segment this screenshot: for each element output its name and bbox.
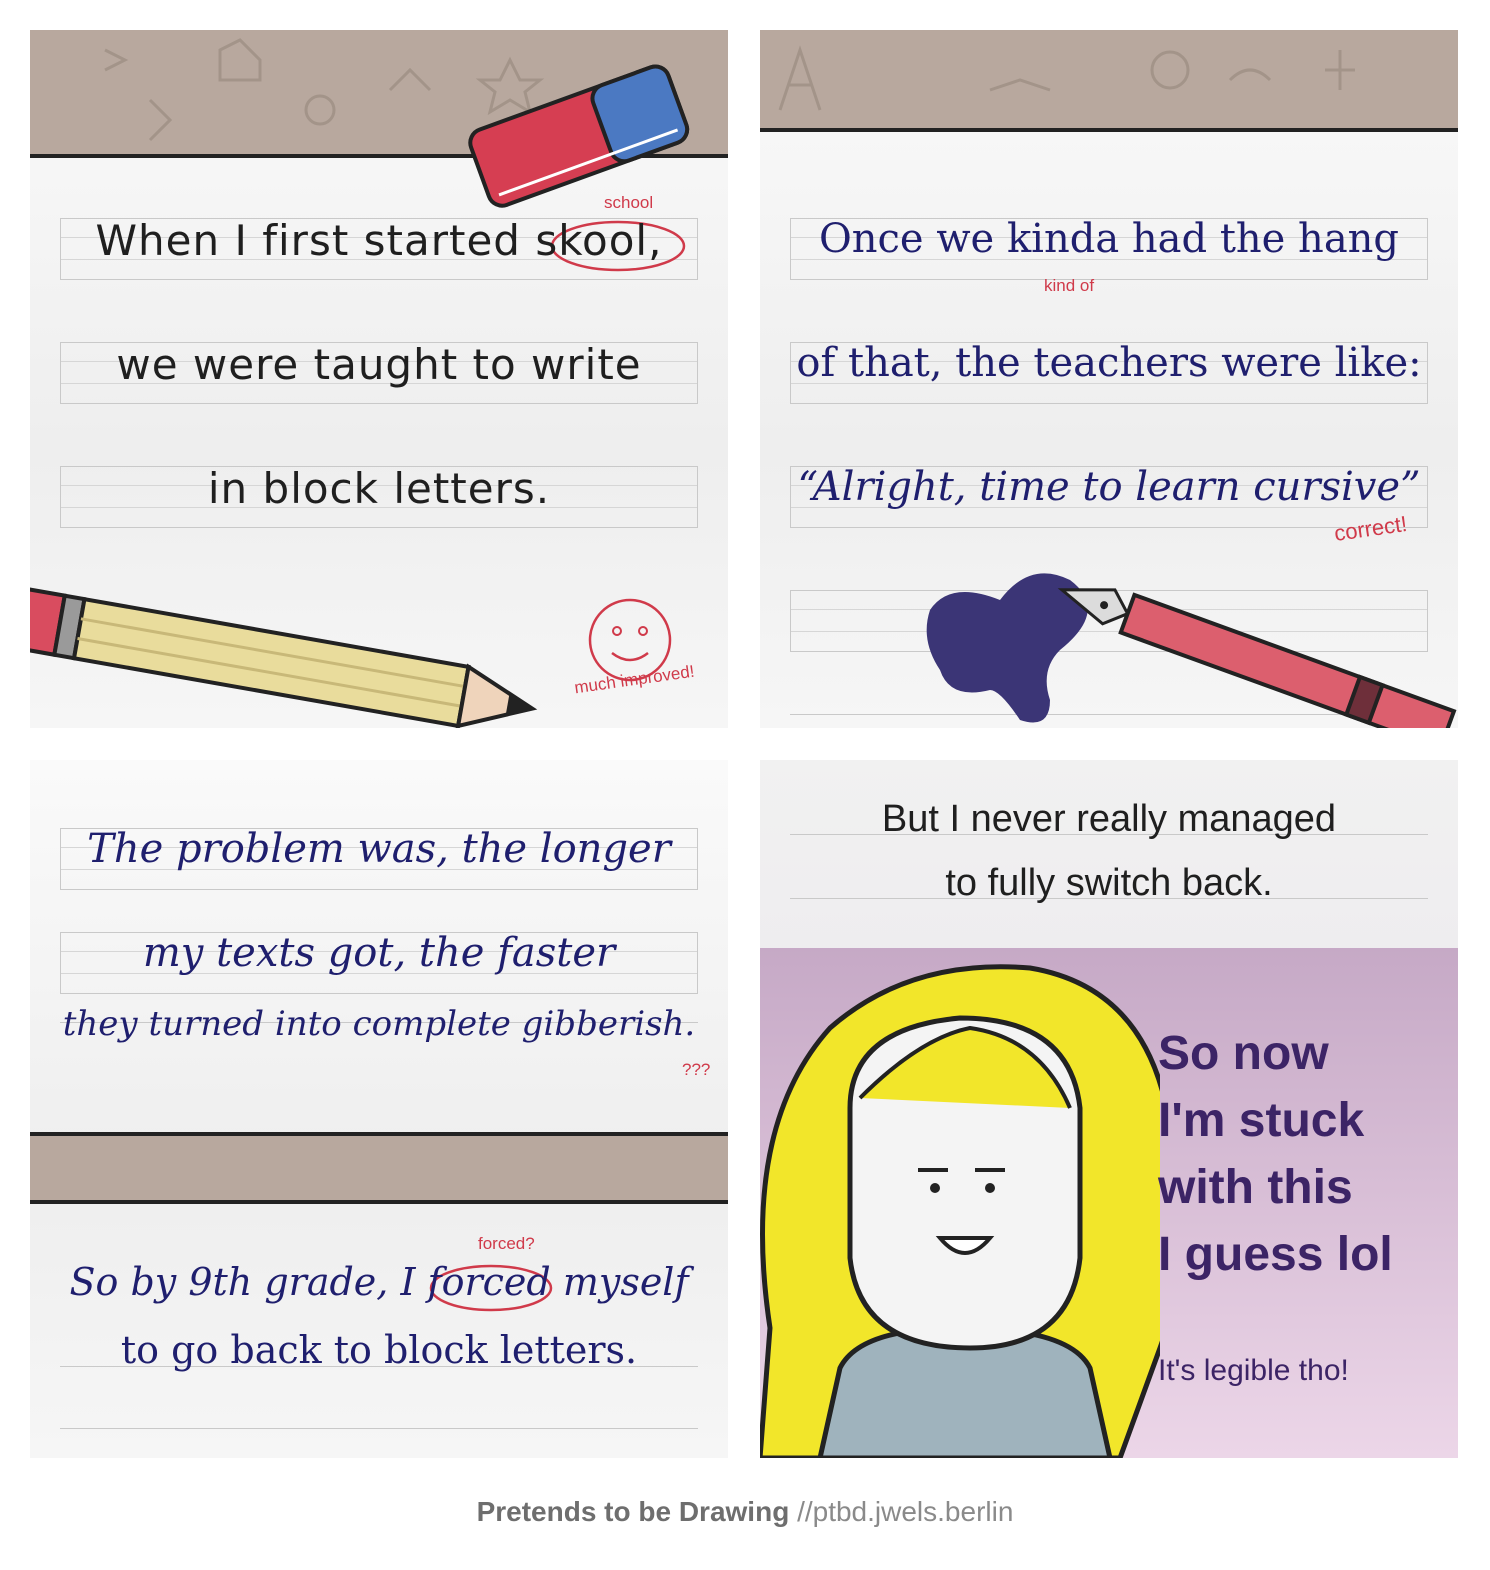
caption-line-2: we were taught to write bbox=[116, 340, 642, 389]
speech-small: It's legible tho! bbox=[1158, 1354, 1349, 1387]
credit-name: Pretends to be Drawing bbox=[476, 1496, 790, 1527]
caption-line-2: of that, the teachers were like: bbox=[796, 340, 1422, 386]
panel-3 bbox=[30, 760, 728, 1458]
panel-2 bbox=[760, 30, 1458, 728]
correction-note: school bbox=[604, 193, 654, 212]
ruled-line bbox=[60, 1428, 698, 1429]
speech-line-1: So now bbox=[1158, 1027, 1329, 1080]
caption-line-1: The problem was, the longer bbox=[87, 826, 671, 872]
caption-line-1: When I first started skool, bbox=[95, 216, 663, 265]
correction-note: forced? bbox=[478, 1234, 535, 1253]
caption-line-3: in block letters. bbox=[207, 464, 551, 513]
eraser-icon bbox=[450, 35, 710, 215]
teacher-note: correct! bbox=[1332, 511, 1409, 546]
desk-background bbox=[30, 1132, 728, 1204]
caption-line-2: my texts got, the faster bbox=[142, 930, 616, 976]
credit-url[interactable]: //ptbd.jwels.berlin bbox=[797, 1496, 1014, 1527]
credit-line bbox=[0, 1496, 1490, 1528]
caption-line-5: to go back to block letters. bbox=[120, 1328, 638, 1372]
correction-note: ??? bbox=[682, 1060, 711, 1079]
caption-line-1: Once we kinda had the hang bbox=[818, 216, 1400, 262]
correction-note: kind of bbox=[1044, 276, 1095, 295]
speech-line-2: I'm stuck bbox=[1158, 1094, 1365, 1147]
speech-line-4: I guess lol bbox=[1158, 1228, 1393, 1281]
caption-line-2: to fully switch back. bbox=[945, 862, 1273, 904]
speech-line-3: with this bbox=[1158, 1161, 1353, 1214]
caption-line-3: “Alright, time to learn cursive” bbox=[797, 464, 1421, 510]
speech-text bbox=[1158, 1020, 1393, 1288]
panel-1 bbox=[30, 30, 728, 728]
caption-line-1: But I never really managed bbox=[881, 798, 1337, 840]
doodles bbox=[760, 30, 1458, 128]
caption-line-4: So by 9th grade, I forced myself bbox=[69, 1260, 689, 1304]
pencil-icon bbox=[30, 560, 550, 728]
caption-line-3: they turned into complete gibberish. bbox=[62, 1004, 696, 1044]
character-illustration bbox=[760, 948, 1160, 1458]
fountain-pen-icon bbox=[1050, 570, 1458, 728]
teacher-note: much improved! bbox=[573, 661, 696, 698]
panel-4 bbox=[760, 760, 1458, 1458]
